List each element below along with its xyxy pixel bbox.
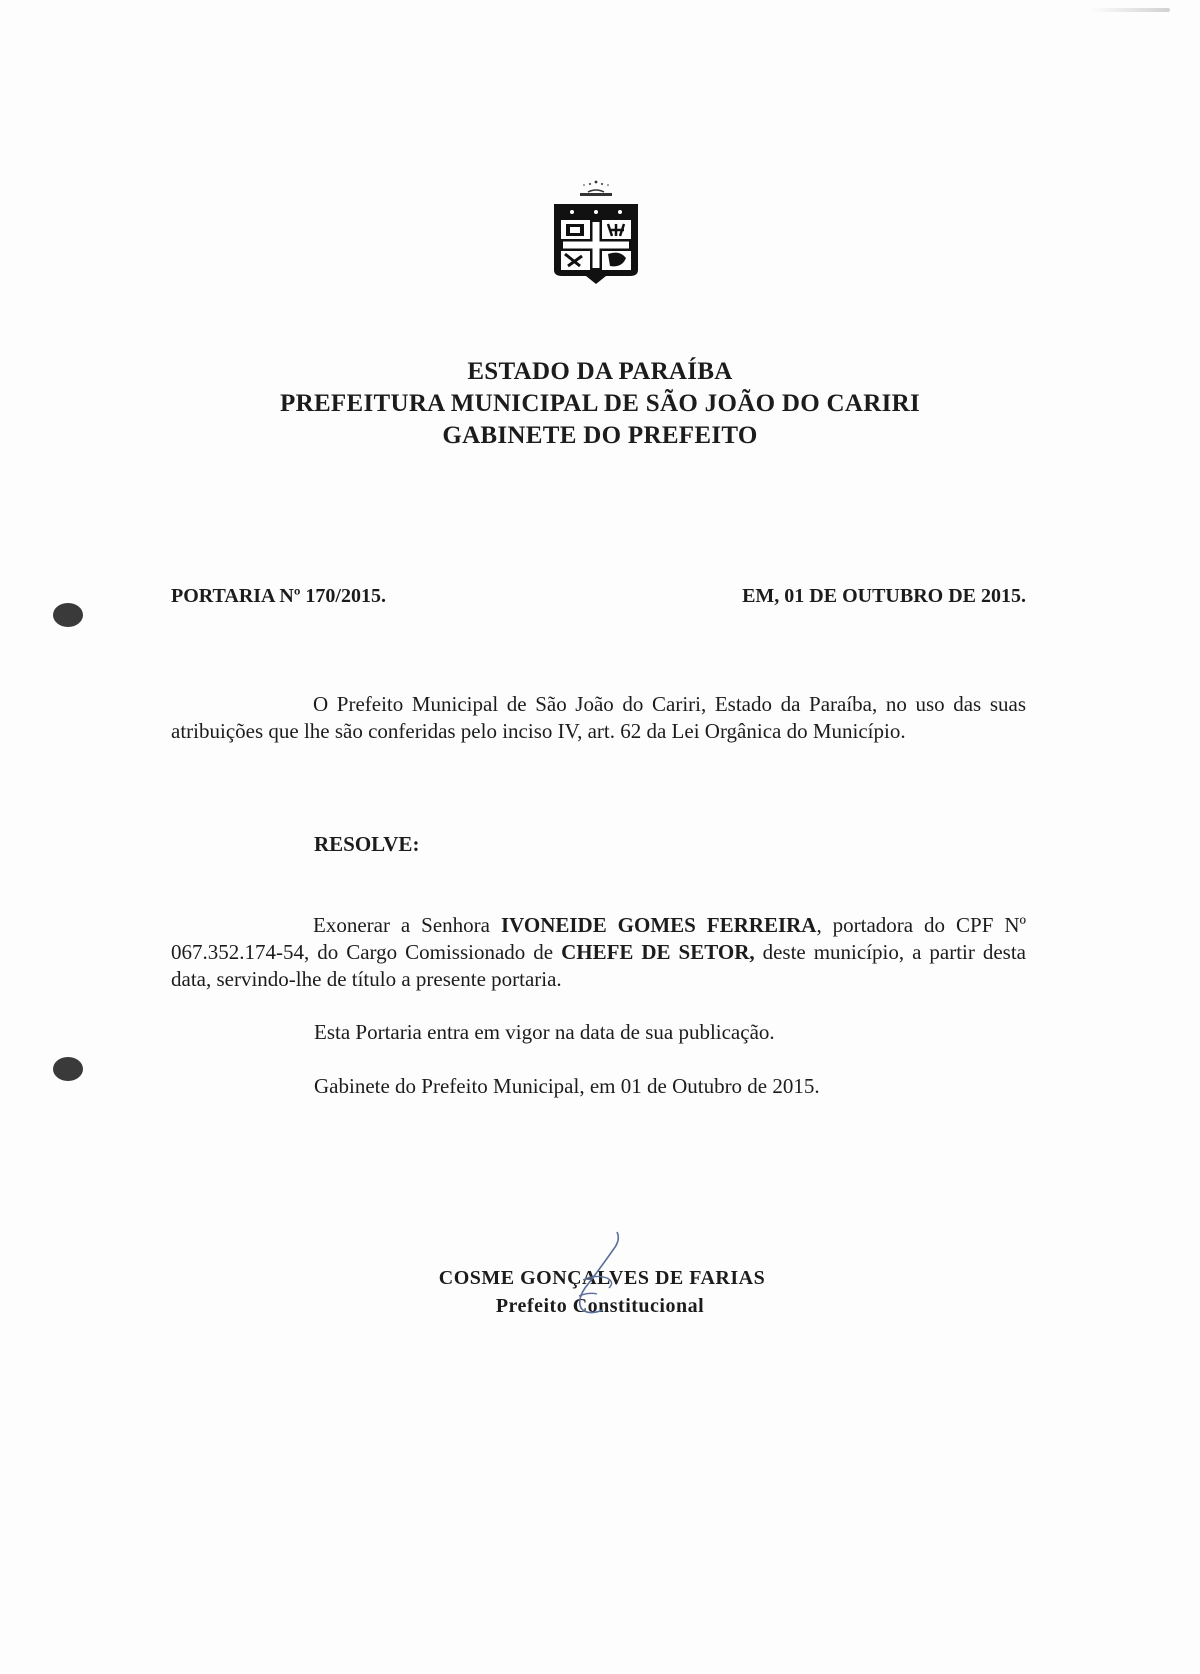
punch-hole-icon bbox=[53, 603, 83, 627]
portaria-number: PORTARIA Nº 170/2015. bbox=[171, 585, 386, 607]
decree-paragraph bbox=[171, 912, 1026, 993]
preamble-paragraph bbox=[171, 691, 1026, 745]
header-state: ESTADO DA PARAÍBA bbox=[467, 358, 733, 385]
signer-name: COSME GONÇALVES DE FARIAS bbox=[438, 1267, 766, 1289]
portaria-date: EM, 01 DE OUTUBRO DE 2015. bbox=[742, 585, 1026, 607]
resolve-label: RESOLVE: bbox=[314, 832, 420, 856]
preamble-text: O Prefeito Municipal de São João do Cariri, Estado da Paraíba, no uso das suas atribuições que lhe são conferidas pelo inciso IV, art. 62 da Lei Orgânica do Município. bbox=[171, 692, 1026, 743]
signer-title: Prefeito Constitucional bbox=[495, 1295, 705, 1317]
portaria-line bbox=[171, 585, 1026, 608]
decree-text-1: Exonerar a Senhora bbox=[313, 913, 501, 937]
coat-of-arms-icon bbox=[550, 178, 642, 288]
decree-person-name: IVONEIDE GOMES FERREIRA bbox=[500, 913, 817, 937]
scan-artifact bbox=[1090, 8, 1170, 12]
vigor-paragraph: Esta Portaria entra em vigor na data de sua publicação. bbox=[314, 1020, 775, 1044]
document-header bbox=[0, 356, 1200, 452]
handwritten-signature bbox=[555, 1230, 645, 1320]
header-office: GABINETE DO PREFEITO bbox=[442, 422, 758, 449]
punch-hole-icon bbox=[53, 1057, 83, 1081]
header-prefecture: PREFEITURA MUNICIPAL DE SÃO JOÃO DO CARIRI bbox=[280, 390, 920, 417]
closing-paragraph: Gabinete do Prefeito Municipal, em 01 de Outubro de 2015. bbox=[314, 1074, 820, 1098]
decree-text-3: deste município, a partir desta data, servindo-lhe de título a presente portaria. bbox=[171, 940, 1026, 991]
decree-text-2: , portadora do CPF Nº 067.352.174-54, do Cargo Comissionado de bbox=[171, 913, 1026, 964]
decree-position: CHEFE DE SETOR, bbox=[561, 940, 755, 964]
